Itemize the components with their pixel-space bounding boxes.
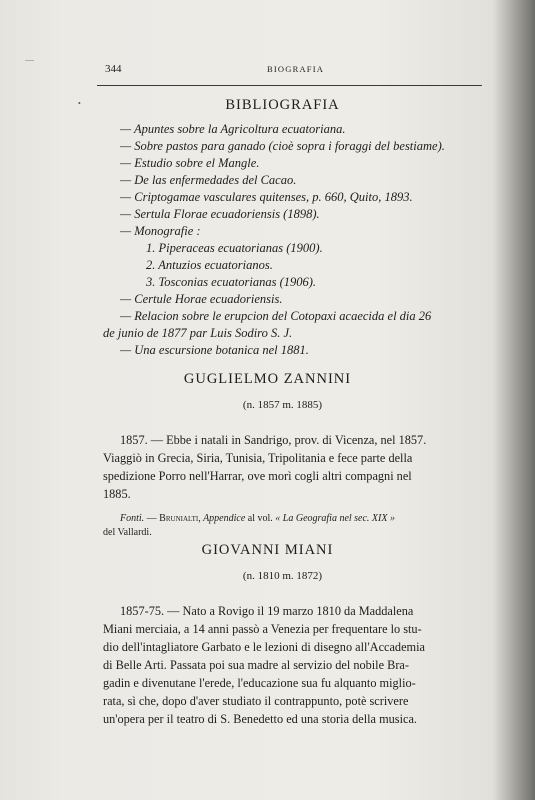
bib-entry: — Monografie :: [120, 224, 201, 238]
miani-text-line: rata, sì che, dopo d'aver studiato il contrappunto, potè scrivere: [103, 694, 409, 708]
bib-entry: — Sertula Florae ecuadoriensis (1898).: [120, 207, 320, 221]
miani-text-line: 1857-75. — Nato a Rovigo il 19 marzo 1810 da Maddalena: [120, 604, 414, 618]
miani-text-line: Miani merciaia, a 14 anni passò a Venezia per frequentare lo stu-: [103, 622, 422, 636]
zannini-sources-end: del Vallardi.: [103, 527, 152, 538]
bib-entry: — Criptogamae vasculares quitenses, p. 660, Quito, 1893.: [120, 190, 413, 204]
bib-entry: — Relacion sobre le erupcion del Cotopaxi acaecida el dia 26: [120, 309, 432, 323]
fonti-title: « La Geografia nel sec. XIX »: [275, 513, 395, 524]
zannini-heading: GUGLIELMO ZANNINI: [183, 371, 352, 387]
page-header: [97, 63, 482, 86]
running-head: BIOGRAFIA: [267, 64, 325, 74]
fonti-label: Fonti.: [120, 513, 145, 524]
zannini-text-line: 1857. — Ebbe i natali in Sandrigo, prov. di Vicenza, nel 1857.: [120, 433, 427, 447]
miani-text-line: un'opera per il teatro di S. Benedetto ed una storia della musica.: [103, 712, 417, 726]
fonti-author: Brunialti,: [159, 513, 201, 524]
margin-dot: •: [78, 99, 81, 108]
bib-entry: — Certule Horae ecuadoriensis.: [120, 292, 283, 306]
miani-text-line: di Belle Arti. Passata poi sua madre al servizio del nobile Bra-: [103, 658, 409, 672]
zannini-text-line: 1885.: [103, 487, 131, 501]
zannini-sources: [120, 513, 395, 524]
fonti-mid: al vol.: [245, 513, 276, 524]
bib-entry: — Estudio sobre el Mangle.: [120, 156, 260, 170]
miani-text-line: dio dell'intagliatore Garbato e le lezioni di disegno all'Accademia: [103, 640, 425, 654]
bib-subentry: 1. Piperaceas ecuatorianas (1900).: [146, 241, 323, 255]
miani-dates: (n. 1810 m. 1872): [242, 570, 323, 582]
bib-entry: — De las enfermedades del Cacao.: [120, 173, 297, 187]
margin-mark: —: [25, 55, 34, 65]
page-number: 344: [105, 63, 122, 75]
bibliography-title: BIBLIOGRAFIA: [225, 97, 340, 113]
zannini-text-line: Viaggiò in Grecia, Siria, Tunisia, Tripolitania e fece parte della: [103, 451, 413, 465]
zannini-text-line: spedizione Porro nell'Harrar, ove morì cogli altri compagni nel: [103, 469, 412, 483]
miani-heading: GIOVANNI MIANI: [201, 542, 334, 558]
bib-subentry: 2. Antuzios ecuatorianos.: [146, 258, 273, 272]
bib-subentry: 3. Tosconias ecuatorianas (1906).: [146, 275, 317, 289]
fonti-work: Appendice: [200, 513, 246, 524]
bib-entry: — Sobre pastos para ganado (cioè sopra i foraggi del bestiame).: [120, 139, 445, 153]
zannini-dates: (n. 1857 m. 1885): [242, 399, 323, 411]
miani-text-line: gadin e divenutane l'erede, l'educazione sua fu alquanto miglio-: [103, 676, 416, 690]
bib-entry: — Una escursione botanica nel 1881.: [120, 343, 309, 357]
fonti-dash: —: [144, 513, 160, 524]
bib-entry: — Apuntes sobre la Agricoltura ecuatoriana.: [120, 122, 346, 136]
bib-entry-continuation: de junio de 1877 par Luis Sodiro S. J.: [103, 326, 293, 340]
